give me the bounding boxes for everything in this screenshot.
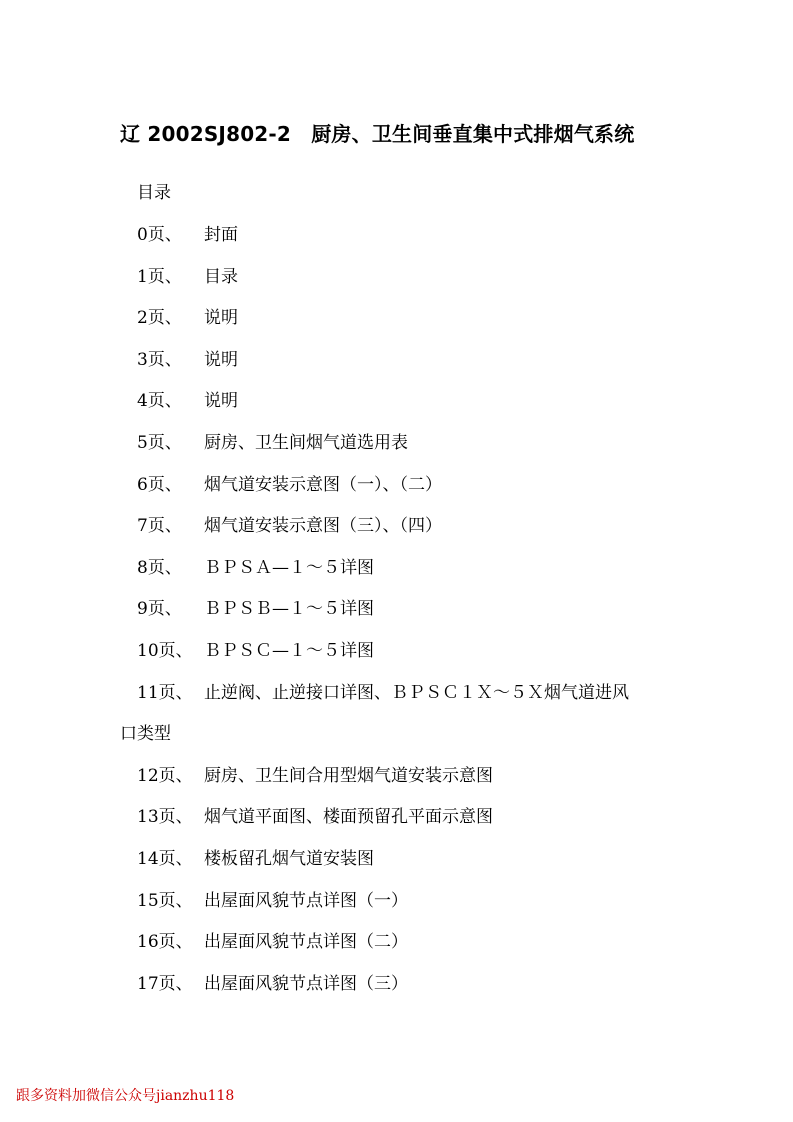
toc-entry [0, 764, 793, 788]
toc-entry [0, 972, 793, 996]
toc-entry-text: 烟气道安装示意图（三）、（四） [204, 516, 442, 536]
toc-entry [0, 389, 793, 413]
toc-entry [0, 223, 793, 247]
document-title: 辽 2002SJ802-2 厨房、卫生间垂直集中式排烟气系统 [120, 122, 635, 146]
toc-entry [0, 889, 793, 913]
toc-entry [0, 514, 793, 538]
toc-entry-page: 6页、 [137, 475, 182, 495]
toc-entry-text: 楼板留孔烟气道安装图 [204, 849, 374, 869]
toc-entry-text: 厨房、卫生间合用型烟气道安装示意图 [204, 766, 493, 786]
toc-entry-continuation: 口类型 [120, 724, 171, 744]
toc-entry [0, 639, 793, 663]
toc-entry-page: 8页、 [137, 558, 182, 578]
toc-entry-text: 说明 [204, 308, 238, 328]
toc-entry-text: 目录 [204, 267, 238, 287]
toc-entry-page: 1页、 [137, 267, 182, 287]
toc-entry-text: 出屋面风貌节点详图（二） [204, 932, 408, 952]
toc-entry [0, 597, 793, 621]
toc-entry [0, 473, 793, 497]
toc-entry-text: 烟气道安装示意图（一）、（二） [204, 475, 442, 495]
toc-entry-text: 出屋面风貌节点详图（一） [204, 891, 408, 911]
toc-entry-text: 出屋面风貌节点详图（三） [204, 974, 408, 994]
toc-heading: 目录 [137, 183, 171, 203]
toc-entry-page: 9页、 [137, 599, 182, 619]
toc-entry-page: 15页、 [137, 891, 193, 911]
toc-entry-page: 4页、 [137, 391, 182, 411]
toc-entry-text: 烟气道平面图、楼面预留孔平面示意图 [204, 807, 493, 827]
toc-entry-text: 说明 [204, 350, 238, 370]
toc-entry [0, 930, 793, 954]
toc-entry-page: 16页、 [137, 932, 193, 952]
toc-entry [0, 805, 793, 829]
toc-entry-text: ＢＰＳＢ—１～５详图 [204, 599, 374, 619]
toc-entry [0, 431, 793, 455]
toc-entry-page: 0页、 [137, 225, 182, 245]
toc-entry-text: 厨房、卫生间烟气道选用表 [204, 433, 408, 453]
toc-entry-page: 5页、 [137, 433, 182, 453]
toc-entry [0, 556, 793, 580]
toc-entry-page: 13页、 [137, 807, 193, 827]
footer-note: 跟多资料加微信公众号jianzhu118 [16, 1088, 235, 1104]
toc-entry-text: 封面 [204, 225, 238, 245]
toc-entry-page: 10页、 [137, 641, 193, 661]
toc-entry-page: 2页、 [137, 308, 182, 328]
toc-entry-text: ＢＰＳＡ—１～５详图 [204, 558, 374, 578]
toc-entry-page: 12页、 [137, 766, 193, 786]
toc-entry-page: 11页、 [137, 683, 193, 703]
toc-entry-page: 7页、 [137, 516, 182, 536]
toc-entry-page: 17页、 [137, 974, 193, 994]
toc-entry [0, 348, 793, 372]
toc-entry-page: 3页、 [137, 350, 182, 370]
toc-entry-text: 止逆阀、止逆接口详图、ＢＰＳＣ１Ｘ～５Ｘ烟气道进风 [204, 683, 629, 703]
toc-entry [0, 306, 793, 330]
toc-entry [0, 681, 793, 705]
toc-entry-page: 14页、 [137, 849, 193, 869]
toc-entry [0, 847, 793, 871]
toc-entry [0, 265, 793, 289]
toc-entry-text: ＢＰＳＣ—１～５详图 [204, 641, 374, 661]
toc-entry-text: 说明 [204, 391, 238, 411]
